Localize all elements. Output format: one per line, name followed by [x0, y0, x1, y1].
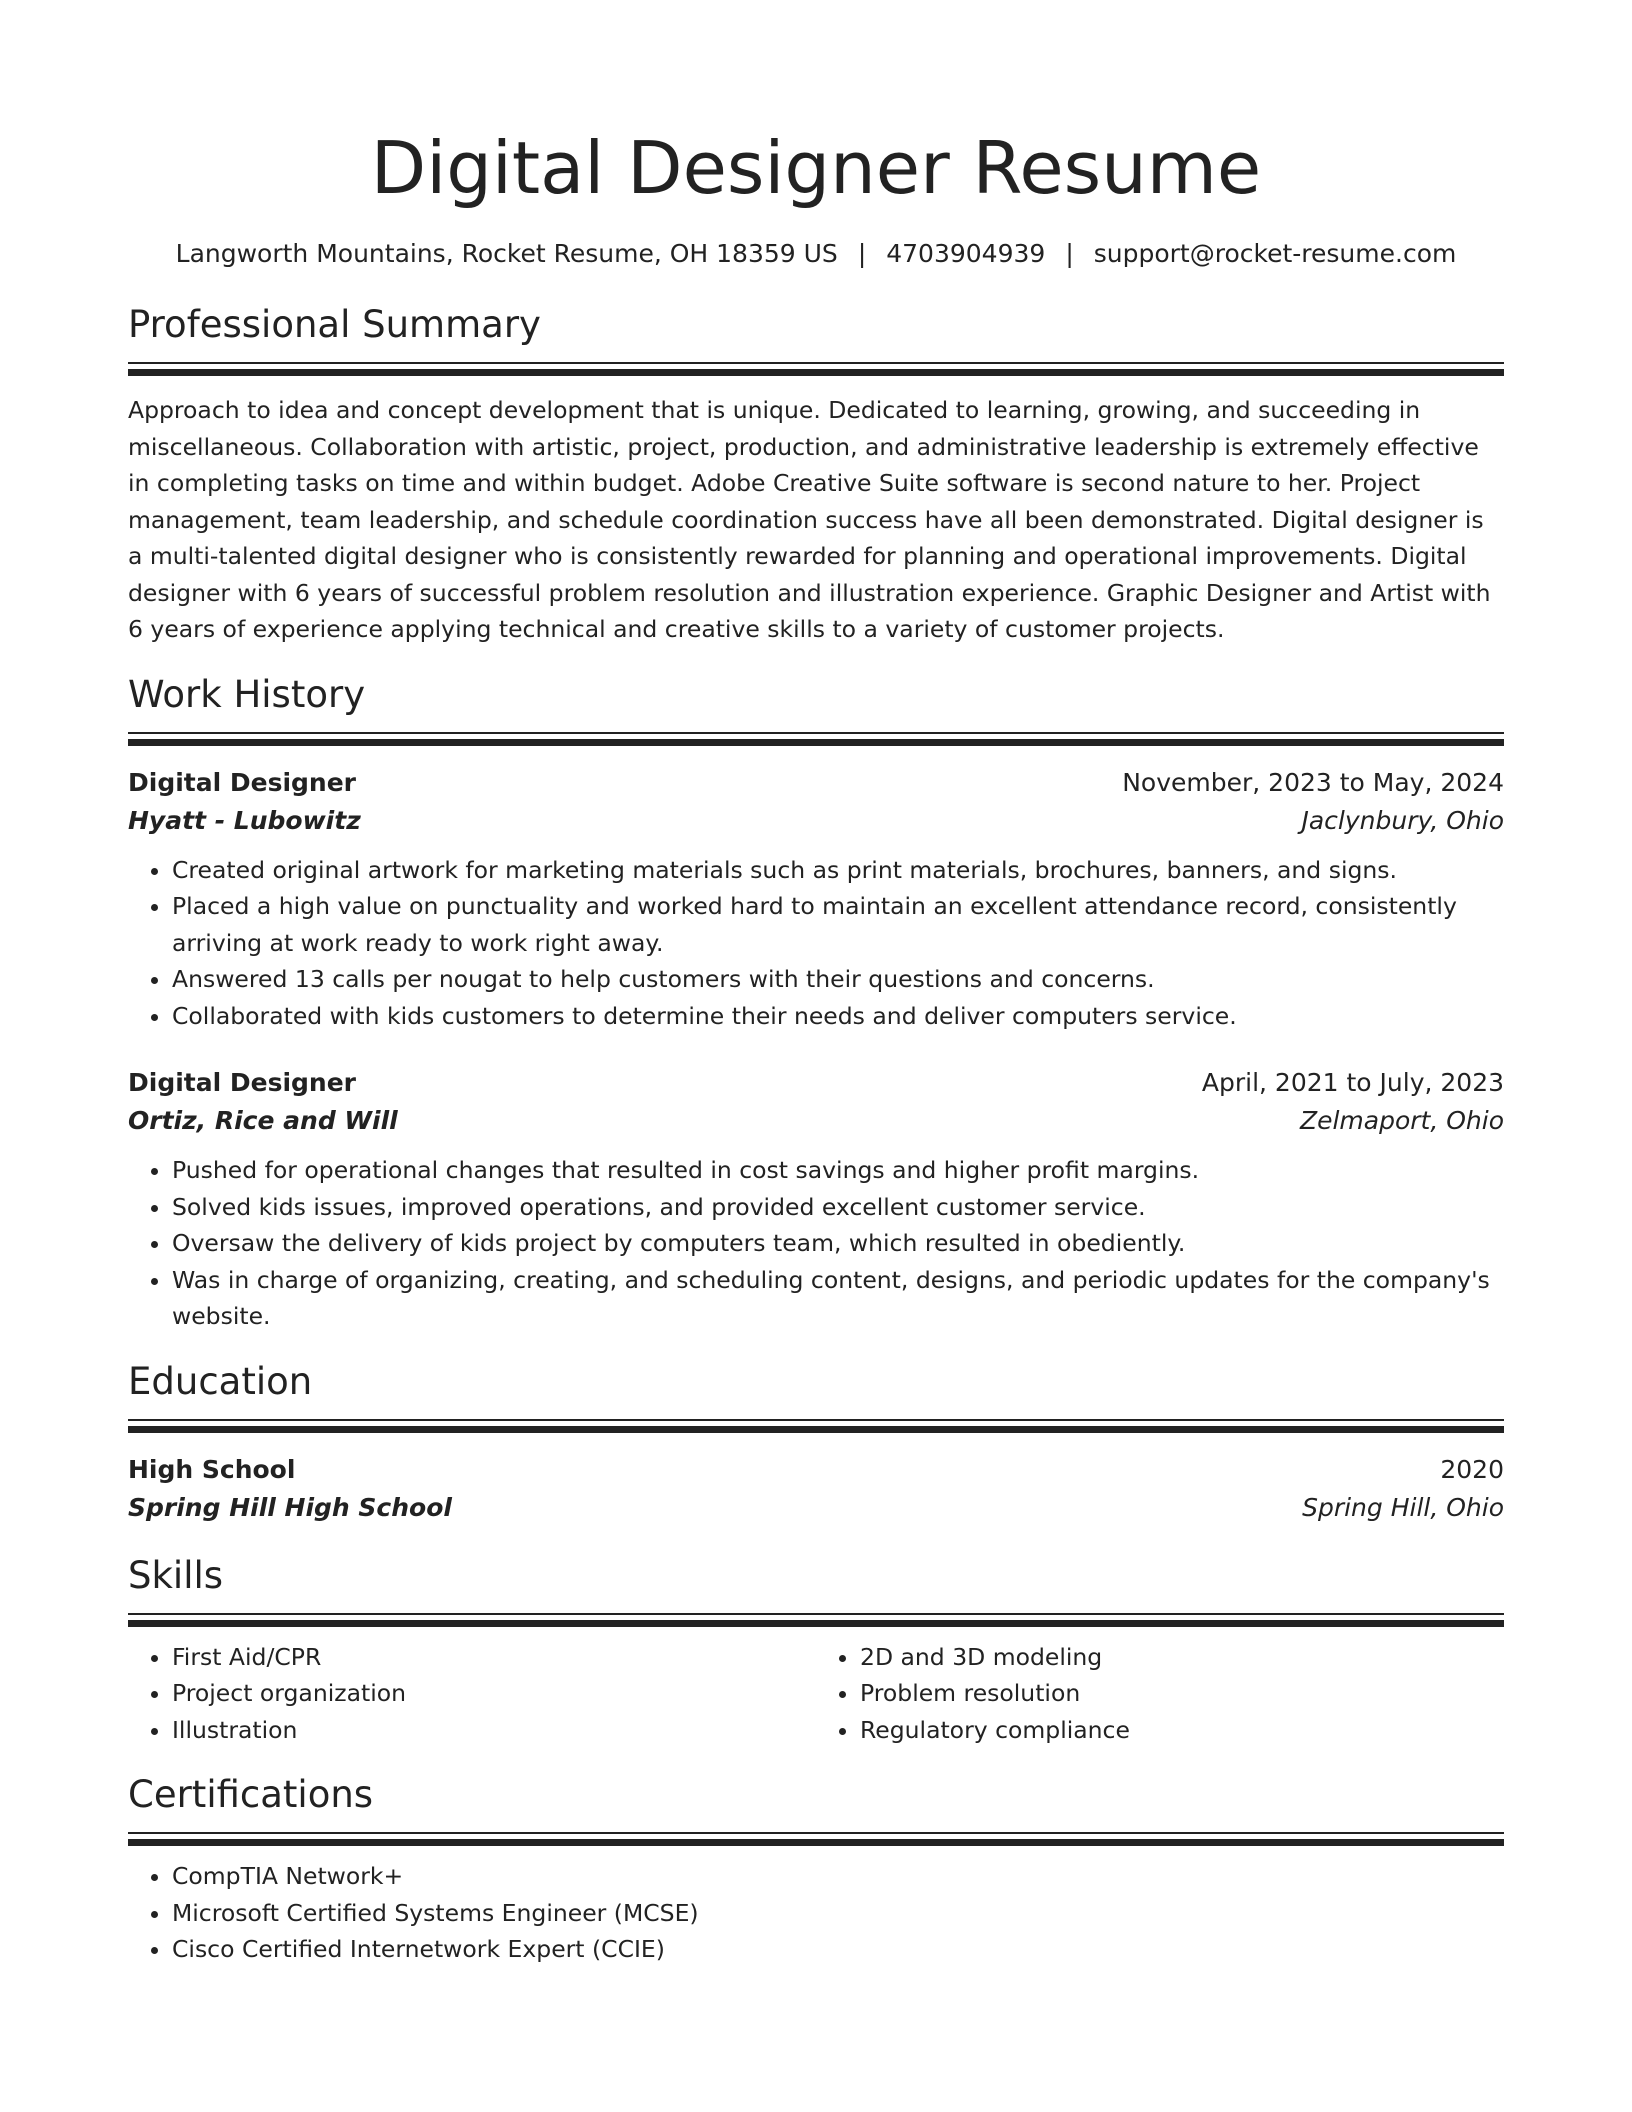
job-title: Digital Designer — [128, 1068, 357, 1097]
job-dates: April, 2021 to July, 2023 — [1201, 1068, 1504, 1097]
section-divider — [128, 1419, 1504, 1433]
education-entry — [128, 1451, 1504, 1527]
job-entry — [128, 1064, 1504, 1335]
list-item: • 2D and 3D modeling — [860, 1639, 1504, 1676]
education-location: Spring Hill, Ohio — [1302, 1492, 1504, 1522]
contact-email: support@rocket-resume.com — [1093, 239, 1457, 268]
job-bullets — [128, 1152, 1504, 1335]
section-heading-skills: Skills — [128, 1553, 224, 1597]
list-item: • Regulatory compliance — [860, 1712, 1504, 1749]
list-item: • CompTIA Network+ — [172, 1858, 1504, 1895]
job-company: Hyatt - Lubowitz — [128, 805, 361, 835]
skills-column-left — [128, 1639, 816, 1749]
list-item: • Placed a high value on punctuality and worked hard to maintain an excellent attendance record, consistently arriving at work ready to work right away. — [172, 888, 1504, 961]
certifications-list — [128, 1858, 1504, 1968]
education-degree: High School — [128, 1454, 296, 1484]
contact-phone: 4703904939 — [886, 239, 1046, 268]
list-item: • Pushed for operational changes that resulted in cost savings and higher profit margins. — [172, 1152, 1504, 1189]
job-location: Zelmaport, Ohio — [1299, 1106, 1504, 1135]
education-year: 2020 — [1440, 1454, 1504, 1484]
section-divider — [128, 1832, 1504, 1846]
skills-list — [128, 1639, 1504, 1749]
section-skills — [128, 1551, 1504, 1749]
list-item: • Project organization — [172, 1675, 816, 1712]
job-location: Jaclynbury, Ohio — [1301, 805, 1504, 835]
section-heading-summary: Professional Summary — [128, 303, 541, 346]
job-title: Digital Designer — [128, 767, 357, 797]
section-divider — [128, 1613, 1504, 1627]
list-item: • Oversaw the delivery of kids project by computers team, which resulted in obediently. — [172, 1225, 1504, 1262]
job-entry — [128, 764, 1504, 1035]
contact-separator: | — [857, 239, 867, 268]
section-summary — [128, 300, 1504, 648]
job-company: Ortiz, Rice and Will — [128, 1106, 398, 1135]
section-heading-education: Education — [128, 1359, 313, 1403]
list-item: • Cisco Certified Internetwork Expert (CCIE) — [172, 1931, 1504, 1968]
contact-line — [128, 236, 1504, 272]
list-item: • Microsoft Certified Systems Engineer (MCSE) — [172, 1895, 1504, 1932]
section-certifications — [128, 1770, 1504, 1968]
list-item: • Solved kids issues, improved operations, and provided excellent customer service. — [172, 1189, 1504, 1226]
section-divider — [128, 732, 1504, 746]
section-divider — [128, 362, 1504, 376]
job-bullets — [128, 852, 1504, 1035]
summary-text: Approach to idea and concept development that is unique. Dedicated to learning, growing, and succeeding in miscellaneous. Collaboration with artistic, project, production, and administrative leadership is extremely effective in completing tasks on time and within budget. Adobe Creative Suite software is second nature to her. Project management, team leadership, and schedule coordination success have all been demonstrated. Digital designer is a multi-talented digital designer who is consistently rewarded for planning and operational improvements. Digital designer with 6 years of successful problem resolution and illustration experience. Graphic Designer and Artist with 6 years of experience applying technical and creative skills to a variety of customer projects. — [128, 396, 1491, 643]
list-item: • Illustration — [172, 1712, 816, 1749]
education-school: Spring Hill High School — [128, 1492, 452, 1522]
section-heading-work-history: Work History — [128, 672, 366, 716]
list-item: • Created original artwork for marketing materials such as print materials, brochures, banners, and signs. — [172, 852, 1504, 889]
contact-address: Langworth Mountains, Rocket Resume, OH 18359 US — [175, 239, 838, 268]
section-heading-certifications: Certifications — [128, 1773, 374, 1816]
section-education — [128, 1357, 1504, 1527]
skills-column-right — [816, 1639, 1504, 1749]
job-dates: November, 2023 to May, 2024 — [1122, 767, 1504, 797]
contact-separator: | — [1065, 239, 1074, 268]
list-item: • Was in charge of organizing, creating, and scheduling content, designs, and periodic updates for the company's website. — [172, 1262, 1504, 1335]
page-title: Digital Designer Resume — [370, 126, 1262, 210]
list-item: • Answered 13 calls per nougat to help customers with their questions and concerns. — [172, 961, 1504, 998]
list-item: • Collaborated with kids customers to determine their needs and deliver computers service. — [172, 998, 1504, 1035]
list-item: • First Aid/CPR — [172, 1639, 816, 1676]
section-work-history — [128, 670, 1504, 1335]
list-item: • Problem resolution — [860, 1675, 1504, 1712]
